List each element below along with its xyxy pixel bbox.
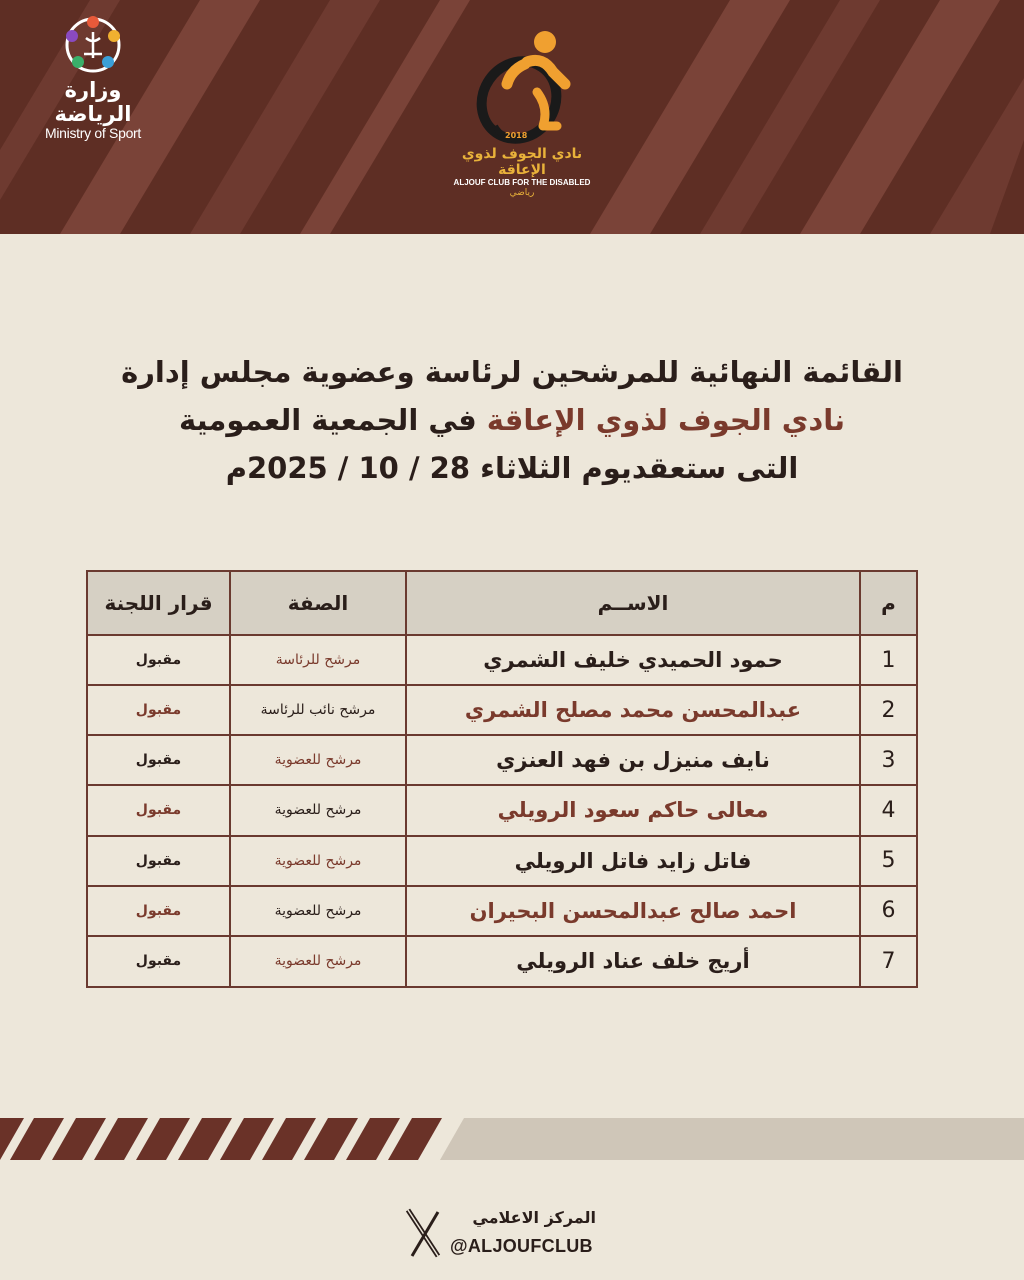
header-decision: قرار اللجنة [88,572,230,635]
table-row [88,735,916,785]
social-handle[interactable]: @ALJOUFCLUB [450,1236,593,1256]
row-decision: مقبول [88,785,230,835]
row-num: 7 [860,936,916,986]
row-num: 5 [860,836,916,886]
table-row [88,785,916,835]
row-num: 6 [860,886,916,936]
header-num: م [860,572,916,635]
club-tag: رياضي [509,188,535,198]
title-line-2-rest: في الجمعية العمومية [179,403,487,437]
row-name: أريج خلف عناد الرويلي [406,936,860,986]
row-decision: مقبول [88,735,230,785]
ministry-emblem-icon [60,14,126,76]
x-logo-icon [404,1206,444,1260]
row-num: 2 [860,685,916,735]
ministry-name-ar: وزارة الرياضة [54,78,132,126]
row-role: مرشح للعضوية [230,886,406,936]
table-row [88,886,916,936]
club-name-en: ALJOUF CLUB FOR THE DISABLED [453,178,591,187]
row-name: احمد صالح عبدالمحسن البحيران [406,886,860,936]
page-title [60,348,964,492]
row-name: معالى حاكم سعود الرويلي [406,785,860,835]
row-role: مرشح للعضوية [230,785,406,835]
club-year: 2018 [505,131,528,140]
row-decision: مقبول [88,685,230,735]
row-name: حمود الحميدي خليف الشمري [406,635,860,685]
media-center-label: المركز الاعلامي [472,1208,596,1227]
row-role: مرشح للرئاسة [230,635,406,685]
title-line-3: التى ستعقديوم الثلاثاء 28 / 10 / 2025م [225,451,799,485]
ministry-logo [28,14,158,141]
row-role: مرشح للعضوية [230,836,406,886]
table-header-row [88,572,916,635]
header-banner [0,0,1024,234]
header-name: الاســم [406,572,860,635]
title-club-name: نادي الجوف لذوي الإعاقة [486,403,845,437]
row-decision: مقبول [88,886,230,936]
row-decision: مقبول [88,836,230,886]
table-row [88,836,916,886]
row-role: مرشح للعضوية [230,735,406,785]
row-role: مرشح نائب للرئاسة [230,685,406,735]
table-row [88,685,916,735]
row-num: 1 [860,635,916,685]
row-decision: مقبول [135,953,182,970]
athlete-emblem-icon [467,22,577,150]
bottom-stripe-band [0,1118,1024,1160]
ministry-name-en: Ministry of Sport [44,125,142,141]
club-logo [452,22,592,200]
header-role: الصفة [230,572,406,635]
footer-media [400,1204,610,1264]
title-line-2 [60,396,964,444]
row-num: 3 [860,735,916,785]
title-line-1: القائمة النهائية للمرشحين لرئاسة وعضوية مجلس إدارة [121,355,903,389]
table-row [88,635,916,685]
row-role: مرشح للعضوية [230,936,406,986]
row-name: عبدالمحسن محمد مصلح الشمري [406,685,860,735]
club-name-ar: نادي الجوف لذوي الإعاقة [452,146,592,178]
row-num: 4 [860,785,916,835]
row-decision: مقبول [88,635,230,685]
row-name: فاتل زايد فاتل الرويلي [406,836,860,886]
candidates-grid [88,572,916,986]
row-name: نايف منيزل بن فهد العنزي [406,735,860,785]
candidates-table [86,570,918,988]
table-row [88,936,916,986]
